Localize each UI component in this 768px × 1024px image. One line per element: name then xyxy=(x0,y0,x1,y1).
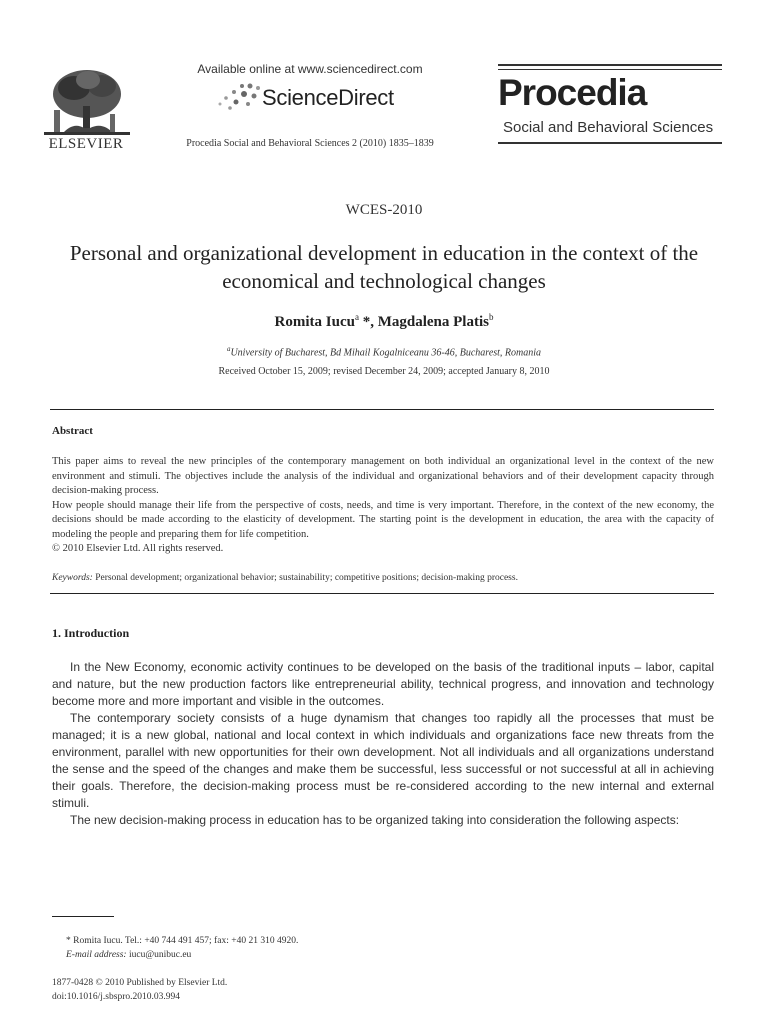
corresponding-author-footnote: * Romita Iucu. Tel.: +40 744 491 457; fax: +40 21 310 4920. xyxy=(66,936,299,946)
procedia-logo-subtitle: Social and Behavioral Sciences xyxy=(503,119,714,136)
author-name: Magdalena Platis xyxy=(377,314,489,330)
keywords-list: Personal development; organizational behavior; sustainability; competitive positions; decision-making process. xyxy=(92,573,518,583)
procedia-rule-top xyxy=(498,64,722,66)
corresponding-marker: *, xyxy=(358,314,378,330)
procedia-logo-title: Procedia xyxy=(498,72,647,113)
body-paragraph: The new decision-making process in education has to be organized taking into consideration the following aspects: xyxy=(70,813,680,827)
affiliation-marker: a xyxy=(354,312,359,322)
body-paragraph: The contemporary society consists of a huge dynamism that changes too rapidly all the processes that must be managed; it is a new global, national and local context in which individuals and organizations face new threats from the environment, parallel with new opportunities for their own development. Not all individuals and all organizations understand the sense and the speed of the changes and make them be successful, less successful or not successful at all in achieving their goals. Therefore, the decision-making process must be re-considered according to the new internal and external stimuli. xyxy=(52,711,714,810)
footnote-rule xyxy=(52,916,114,917)
author-name: Romita Iucu xyxy=(274,314,355,330)
divider xyxy=(50,409,714,410)
received-dates: Received October 15, 2009; revised December 24, 2009; accepted January 8, 2010 xyxy=(218,366,550,377)
author-list xyxy=(0,312,768,331)
conference-name: WCES-2010 xyxy=(345,202,423,218)
available-online-link[interactable]: Available online at www.sciencedirect.com xyxy=(197,62,423,76)
affiliation-marker: a xyxy=(226,345,231,353)
procedia-rule-bottom xyxy=(498,142,722,144)
procedia-rule-top-thin xyxy=(498,69,722,70)
affiliation xyxy=(0,345,768,358)
journal-reference: Procedia Social and Behavioral Sciences 2 (2010) 1835–1839 xyxy=(186,138,434,149)
doi-link[interactable]: doi:10.1016/j.sbspro.2010.03.994 xyxy=(52,992,180,1002)
introduction-body xyxy=(52,659,714,829)
paper-title: Personal and organizational development in education in the context of the economical and technological changes xyxy=(69,241,699,293)
body-paragraph: In the New Economy, economic activity continues to be developed on the basis of the traditional inputs – labor, capital and nature, but the new production factors like entrepreneurial ability, technical progress, and innovation and technology become more and more important and visible in the outcomes. xyxy=(52,660,714,708)
abstract-body xyxy=(52,455,714,557)
abstract-paragraph: How people should manage their life from the perspective of costs, needs, and time is very important. Therefore, in the context of the new economy, the decisions should be made according to the elasticity of development. The starting point is the development in education, the area with the capacity of modeling the people and preparing them for life competition. xyxy=(52,499,714,540)
sciencedirect-brand: ScienceDirect xyxy=(262,85,394,110)
copyright-line: © 2010 Elsevier Ltd. All rights reserved. xyxy=(52,543,224,554)
email-link[interactable]: iucu@unibuc.eu xyxy=(126,950,192,960)
affiliation-text: University of Bucharest, Bd Mihail Kogalniceanu 36-46, Bucharest, Romania xyxy=(230,347,542,359)
issn-line: 1877-0428 © 2010 Published by Elsevier Ltd. xyxy=(52,978,228,988)
keywords xyxy=(52,573,714,583)
email-footnote xyxy=(66,950,191,960)
elsevier-wordmark: ELSEVIER xyxy=(48,136,124,152)
abstract-paragraph: This paper aims to reveal the new principles of the contemporary management on both individual an organizational level in the context of the new environment and stimuli. The objectives include the analysis of the individual and organizational behaviors and of their development capacity through decision-making process. xyxy=(52,456,714,496)
divider xyxy=(50,593,714,594)
affiliation-marker: b xyxy=(488,312,494,322)
email-label: E-mail address: xyxy=(66,950,127,960)
abstract-heading: Abstract xyxy=(52,425,93,437)
sciencedirect-dots-icon xyxy=(212,80,262,112)
section-heading: 1. Introduction xyxy=(52,626,130,640)
keywords-label: Keywords: xyxy=(52,573,93,583)
